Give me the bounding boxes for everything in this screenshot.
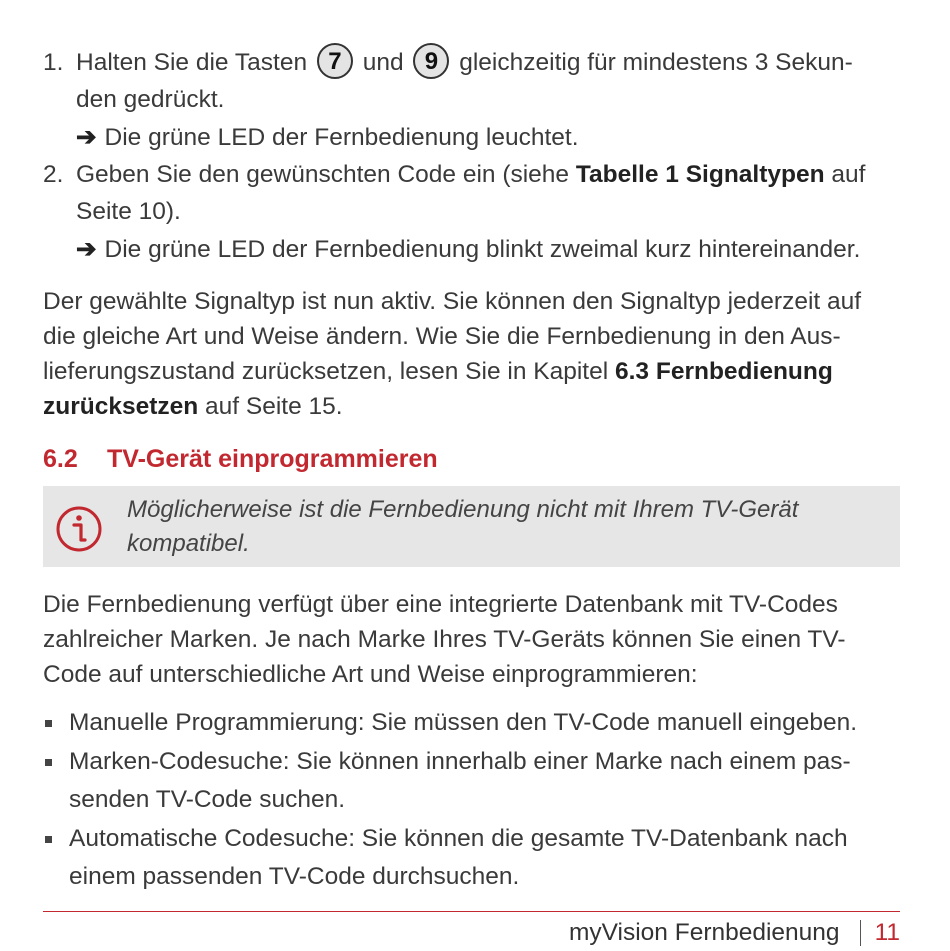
step-1 — [43, 44, 900, 156]
bullet-square-icon — [45, 836, 52, 843]
key-7-icon: 7 — [317, 43, 353, 79]
footer-separator — [860, 920, 861, 946]
paragraph-database: Die Fernbedienung verfügt über eine integrierte Datenbank mit TV-Codes zahlreicher Marken. Je nach Marke Ihres TV-Geräts können Sie einen TV- Code auf unterschiedliche Art und Weise einprogrammieren: — [43, 591, 846, 688]
section-heading — [43, 442, 900, 476]
step-instruction: Halten Sie die Tasten 7 und 9 gleichzeitig für mindestens 3 Sekun- den gedrückt. — [76, 44, 900, 118]
page-footer — [569, 919, 900, 947]
step-number: 1. — [43, 49, 64, 76]
page-number: 11 — [874, 919, 900, 946]
step-number: 2. — [43, 161, 64, 188]
paragraph-signal-type: Der gewählte Signaltyp ist nun aktiv. Sie können den Signaltyp jederzeit auf die gleiche Art und Weise ändern. Wie Sie die Fernbedienung in den Aus- lieferungszustand zurücksetzen, lesen Sie in Kapitel 6.3 Fernbedienung zurücksetzen auf Seite 15. — [43, 288, 862, 420]
table-reference: Tabelle 1 Signaltypen — [575, 161, 825, 188]
arrow-right-icon: ➔ — [76, 124, 97, 151]
chapter-reference-cont: zurücksetzen — [43, 393, 199, 420]
notice-box: Möglicherweise ist die Fernbedienung nicht mit Ihrem TV-Gerät kompatibel. — [43, 486, 900, 567]
programming-methods-list — [43, 704, 900, 896]
key-9-icon: 9 — [413, 43, 449, 79]
step-instruction: Geben Sie den gewünschten Code ein (siehe Tabelle 1 Signaltypen auf Seite 10). — [76, 161, 866, 225]
list-item: Marken-Codesuche: Sie können innerhalb einer Marke nach einem pas- senden TV-Code suchen. — [43, 743, 900, 819]
bullet-square-icon — [45, 759, 52, 766]
step-result: ➔ Die grüne LED der Fernbedienung leuchtet. — [76, 124, 579, 151]
arrow-right-icon: ➔ — [76, 236, 97, 263]
step-2 — [43, 156, 900, 268]
chapter-reference: 6.3 Fernbedienung — [615, 358, 833, 385]
list-item: Manuelle Programmierung: Sie müssen den TV-Code manuell eingeben. — [43, 704, 900, 742]
manual-page — [43, 0, 900, 897]
footer-title: myVision Fernbedienung — [568, 919, 840, 946]
step-result: ➔ Die grüne LED der Fernbedienung blinkt zweimal kurz hintereinander. — [76, 236, 861, 263]
info-icon — [55, 505, 103, 553]
footer-divider — [43, 911, 900, 912]
section-title: TV-Gerät einprogrammieren — [107, 445, 438, 473]
list-item: Automatische Codesuche: Sie können die gesamte TV-Datenbank nach einem passenden TV-Code durchsuchen. — [43, 820, 900, 896]
section-number: 6.2 — [43, 445, 78, 473]
bullet-square-icon — [45, 720, 52, 727]
